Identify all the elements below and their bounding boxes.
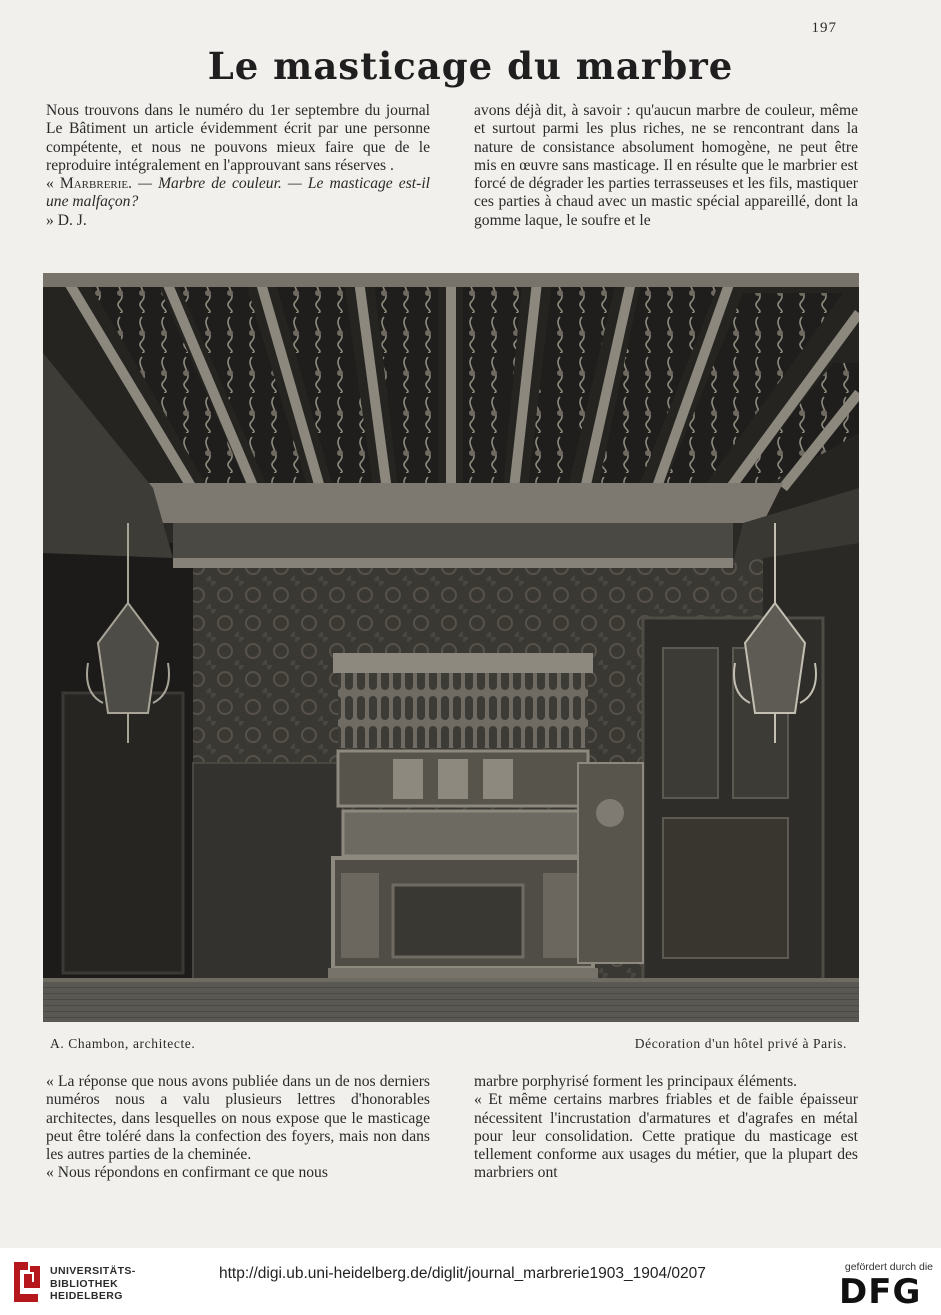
caption-description: Décoration d'un hôtel privé à Paris.: [634, 1036, 847, 1051]
paragraph-prefix: «: [46, 175, 60, 193]
rubric-label: Marbrerie.: [59, 175, 133, 193]
library-name-line: HEIDELBERG: [50, 1290, 123, 1302]
paragraph: [46, 102, 430, 175]
signature-text: D. J.: [57, 211, 87, 229]
paragraph: [46, 212, 430, 230]
interior-photograph: [43, 273, 859, 1022]
paragraph-text: « Nous répondons en confirmant ce que nous: [46, 1164, 328, 1182]
caption-architect: A. Chambon, architecte.: [50, 1036, 196, 1051]
paragraph-prefix: »: [46, 211, 58, 229]
permalink-url[interactable]: http://digi.ub.uni-heidelberg.de/diglit/journal_marbrerie1903_1904/0207: [219, 1265, 706, 1282]
floor: [43, 981, 859, 1022]
page-number: 197: [811, 20, 837, 36]
paragraph-text: avons déjà dit, à savoir : qu'aucun marbre de couleur, même et surtout parmi les plus riches, ne se rencontrant dans la nature de consistance absolument homogène, ne peut être mis en œuvre sans masticage. Il en résulte que le marbrier est forcé de dégrader les parties terrasseuses et les fils, mastiquer ces parties à chaud avec un mastic spécial appareillé, dont la gomme laque, le soufre et le: [474, 102, 858, 229]
paragraph: [46, 175, 430, 212]
column-top-right: [474, 102, 858, 230]
paragraph-text: Nous trouvons dans le numéro du 1er septembre du journal Le Bâtiment un article évidemment écrit par une personne compétente, et nous ne pouvons mieux faire que de le reproduire intégralement en l'approuvant sans réserves .: [46, 102, 430, 174]
dfg-logo: [839, 1274, 931, 1311]
library-name-line: UNIVERSITÄTS-: [50, 1265, 136, 1277]
university-library-logo-icon: [10, 1258, 44, 1311]
column-bottom-right: [474, 1073, 858, 1183]
paragraph-text: « La réponse que nous avons publiée dans un de nos derniers numéros nous a valu plusieurs lettres d'honorables architectes, dans lesquelles on nous expose que le masticage peut être toléré dans la confection des foyers, mais non dans les autres parties de la cheminée.: [46, 1073, 430, 1164]
dfg-logo-text: DFG: [839, 1274, 922, 1306]
paragraph-text: marbre porphyrisé forment les principaux éléments.: [474, 1073, 798, 1090]
library-name-line: BIBLIOTHEK: [50, 1277, 119, 1290]
sponsor-text: gefördert durch die: [844, 1261, 933, 1273]
article-title: Le masticage du marbre: [207, 44, 734, 88]
column-top-left: [46, 102, 430, 230]
ceiling-cornice: [133, 483, 783, 523]
digitization-footer: [0, 1248, 941, 1315]
column-bottom-left: [46, 1073, 430, 1183]
paragraph-text: « Et même certains marbres friables et de faible épaisseur nécessitent l'incrustation d'armatures et d'agrafes en métal pour leur consolidation. Cette pratique du masticage est tellement conforme aux usages du métier, que la plupart des marbriers ont: [474, 1091, 858, 1182]
library-name: [50, 1265, 136, 1303]
photo-illustration: [43, 273, 859, 1022]
rubric-title: — Marbre de couleur. — Le masticage est-il une malfaçon?: [46, 175, 430, 211]
